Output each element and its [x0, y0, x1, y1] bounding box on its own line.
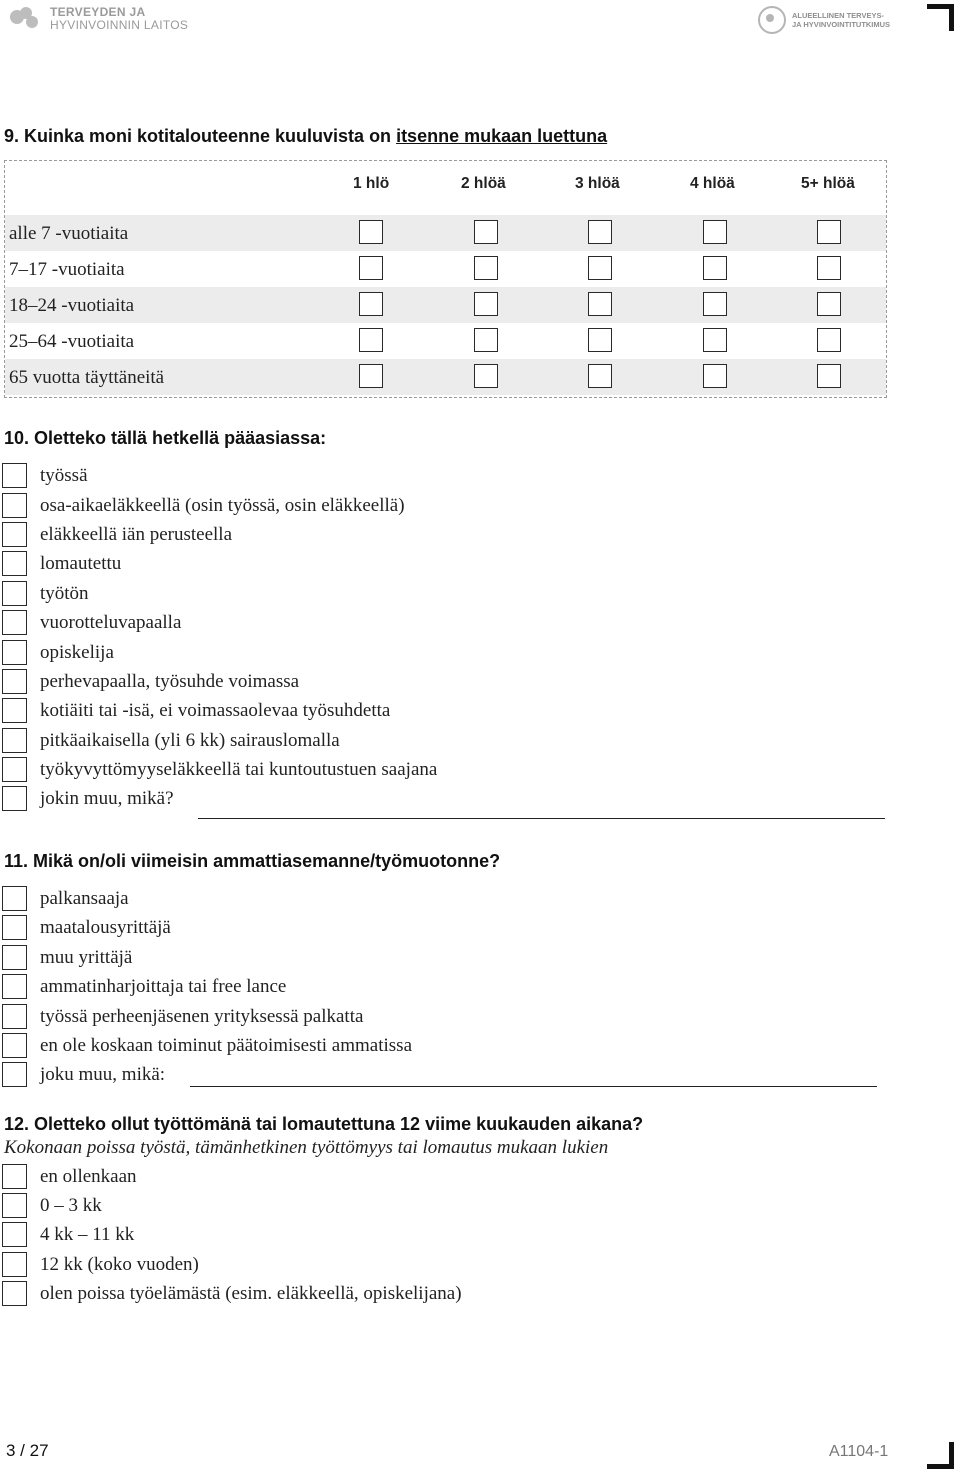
q10-title: 10. Oletteko tällä hetkellä pääasiassa: — [4, 428, 327, 448]
option-label: 12 kk (koko vuoden) — [40, 1254, 199, 1275]
q12-option[interactable] — [0, 1279, 900, 1309]
thl-logo-icon — [8, 6, 42, 32]
q9-title-underlined: itsenne mukaan luettuna — [396, 126, 608, 146]
option-label: muu yrittäjä — [40, 947, 133, 968]
q11-other-fill-line[interactable] — [190, 1086, 877, 1087]
checkbox[interactable] — [2, 757, 27, 782]
checkbox[interactable] — [2, 1252, 27, 1277]
crop-mark-bottom-right — [927, 1442, 954, 1469]
q9-checkbox[interactable] — [474, 220, 498, 244]
q10-option[interactable] — [0, 667, 900, 697]
q9-checkbox[interactable] — [359, 256, 383, 280]
q10-option[interactable] — [0, 638, 900, 668]
q9-checkbox[interactable] — [817, 364, 841, 388]
q12-title: 12. Oletteko ollut työttömänä tai lomautettuna 12 viime kuukauden aikana? — [4, 1114, 644, 1134]
q9-row — [5, 287, 886, 323]
q9-row-label: 18–24 -vuotiaita — [9, 295, 135, 316]
option-label: kotiäiti tai -isä, ei voimassaolevaa työsuhdetta — [40, 700, 391, 721]
q9-checkbox[interactable] — [703, 256, 727, 280]
checkbox[interactable] — [2, 974, 27, 999]
checkbox[interactable] — [2, 1004, 27, 1029]
q9-row — [5, 251, 886, 287]
option-label: opiskelija — [40, 642, 114, 663]
q11-option[interactable] — [0, 1002, 900, 1032]
option-label: perhevapaalla, työsuhde voimassa — [40, 671, 300, 692]
option-label: joku muu, mikä: — [40, 1064, 166, 1085]
q9-row — [5, 359, 886, 395]
option-label: olen poissa työelämästä (esim. eläkkeellä, opiskelijana) — [40, 1283, 462, 1304]
q9-table — [4, 160, 887, 398]
q9-checkbox[interactable] — [474, 364, 498, 388]
checkbox[interactable] — [2, 945, 27, 970]
ath-logo — [758, 6, 890, 34]
option-label: jokin muu, mikä? — [40, 788, 174, 809]
q9-checkbox[interactable] — [359, 364, 383, 388]
q12-option[interactable] — [0, 1250, 900, 1280]
q9-col-header: 5+ hlöä — [801, 175, 855, 192]
q9-checkbox[interactable] — [474, 328, 498, 352]
q10-option[interactable] — [0, 784, 900, 814]
checkbox[interactable] — [2, 581, 27, 606]
q9-checkbox[interactable] — [817, 220, 841, 244]
q9-row-label: 65 vuotta täyttäneitä — [9, 367, 165, 388]
q10-option[interactable] — [0, 755, 900, 785]
ath-seal-icon — [758, 6, 786, 34]
q9-checkbox[interactable] — [359, 292, 383, 316]
q10-option[interactable] — [0, 461, 900, 491]
q9-col-header: 3 hlöä — [575, 175, 620, 192]
q9-checkbox[interactable] — [588, 220, 612, 244]
q9-checkbox[interactable] — [474, 292, 498, 316]
q9-col-header: 1 hlö — [353, 175, 390, 192]
option-label: maatalousyrittäjä — [40, 917, 171, 938]
checkbox[interactable] — [2, 1033, 27, 1058]
option-label: työssä — [40, 465, 88, 486]
option-label: palkansaaja — [40, 888, 129, 909]
q9-checkbox[interactable] — [588, 364, 612, 388]
option-label: 4 kk – 11 kk — [40, 1224, 135, 1245]
q12-option[interactable] — [0, 1162, 900, 1192]
q9-checkbox[interactable] — [703, 364, 727, 388]
logo-text-line2: HYVINVOINNIN LAITOS — [50, 18, 189, 32]
q9-row — [5, 323, 886, 359]
q9-checkbox[interactable] — [359, 328, 383, 352]
q10-other-fill-line[interactable] — [198, 818, 885, 819]
q9-col-header: 4 hlöä — [690, 175, 735, 192]
option-label: työtön — [40, 583, 89, 604]
q11-option[interactable] — [0, 972, 900, 1002]
q10-option[interactable] — [0, 491, 900, 521]
q11-option[interactable] — [0, 1031, 900, 1061]
option-label: vuorotteluvapaalla — [40, 612, 182, 633]
checkbox[interactable] — [2, 915, 27, 940]
q9-checkbox[interactable] — [588, 328, 612, 352]
checkbox[interactable] — [2, 728, 27, 753]
q9-checkbox[interactable] — [817, 292, 841, 316]
q10-option[interactable] — [0, 608, 900, 638]
ath-text-line2: JA HYVINVOINTITUTKIMUS — [792, 20, 891, 29]
q9-checkbox[interactable] — [359, 220, 383, 244]
q9-row-label: 25–64 -vuotiaita — [9, 331, 135, 352]
option-label: eläkkeellä iän perusteella — [40, 524, 233, 545]
checkbox[interactable] — [2, 1222, 27, 1247]
option-label: 0 – 3 kk — [40, 1195, 102, 1216]
option-label: työssä perheenjäsenen yrityksessä palkatta — [40, 1006, 364, 1027]
checkbox[interactable] — [2, 1164, 27, 1189]
q9-row-label: 7–17 -vuotiaita — [9, 259, 125, 280]
checkbox[interactable] — [2, 493, 27, 518]
q9-title-text: 9. Kuinka moni kotitalouteenne kuuluvista on — [4, 126, 397, 146]
checkbox[interactable] — [2, 551, 27, 576]
checkbox[interactable] — [2, 786, 27, 811]
checkbox[interactable] — [2, 463, 27, 488]
q9-checkbox[interactable] — [474, 256, 498, 280]
option-label: osa-aikaeläkkeellä (osin työssä, osin eläkkeellä) — [40, 495, 405, 516]
q9-col-header: 2 hlöä — [461, 175, 506, 192]
document-code: A1104-1 — [829, 1443, 889, 1460]
q9-checkbox[interactable] — [703, 220, 727, 244]
checkbox[interactable] — [2, 1193, 27, 1218]
q12-option[interactable] — [0, 1191, 900, 1221]
q9-checkbox[interactable] — [588, 256, 612, 280]
q9-row-label: alle 7 -vuotiaita — [9, 223, 129, 244]
q10-option[interactable] — [0, 549, 900, 579]
thl-logo — [8, 6, 188, 32]
q11-option[interactable] — [0, 913, 900, 943]
logo-text-line1: TERVEYDEN JA — [50, 5, 146, 19]
checkbox[interactable] — [2, 1281, 27, 1306]
q9-checkbox[interactable] — [817, 328, 841, 352]
checkbox[interactable] — [2, 669, 27, 694]
q12-option[interactable] — [0, 1220, 900, 1250]
q12-note: Kokonaan poissa työstä, tämänhetkinen työttömyys tai lomautus mukaan lukien — [4, 1137, 609, 1158]
option-label: en ollenkaan — [40, 1166, 137, 1187]
option-label: lomautettu — [40, 553, 122, 574]
q11-option[interactable] — [0, 884, 900, 914]
q9-checkbox[interactable] — [817, 256, 841, 280]
checkbox[interactable] — [2, 886, 27, 911]
checkbox[interactable] — [2, 640, 27, 665]
q10-option[interactable] — [0, 696, 900, 726]
crop-mark-top-right — [927, 4, 954, 31]
q9-checkbox[interactable] — [703, 328, 727, 352]
q11-title: 11. Mikä on/oli viimeisin ammattiasemanne/työmuotonne? — [4, 851, 501, 871]
q9-row — [5, 215, 886, 251]
option-label: työkyvyttömyyseläkkeellä tai kuntoutustuen saajana — [40, 759, 438, 780]
checkbox[interactable] — [2, 610, 27, 635]
q10-option[interactable] — [0, 726, 900, 756]
q9-title — [4, 126, 607, 147]
option-label: ammatinharjoittaja tai free lance — [40, 976, 287, 997]
option-label: pitkäaikaisella (yli 6 kk) sairauslomalla — [40, 730, 340, 751]
page-number: 3 / 27 — [6, 1441, 49, 1460]
checkbox[interactable] — [2, 698, 27, 723]
q11-option[interactable] — [0, 943, 900, 973]
option-label: en ole koskaan toiminut päätoimisesti ammatissa — [40, 1035, 413, 1056]
ath-text-line1: ALUEELLINEN TERVEYS- — [792, 11, 884, 20]
checkbox[interactable] — [2, 1062, 27, 1087]
q9-checkbox[interactable] — [588, 292, 612, 316]
q9-checkbox[interactable] — [703, 292, 727, 316]
q10-option[interactable] — [0, 520, 900, 550]
q10-option[interactable] — [0, 579, 900, 609]
checkbox[interactable] — [2, 522, 27, 547]
